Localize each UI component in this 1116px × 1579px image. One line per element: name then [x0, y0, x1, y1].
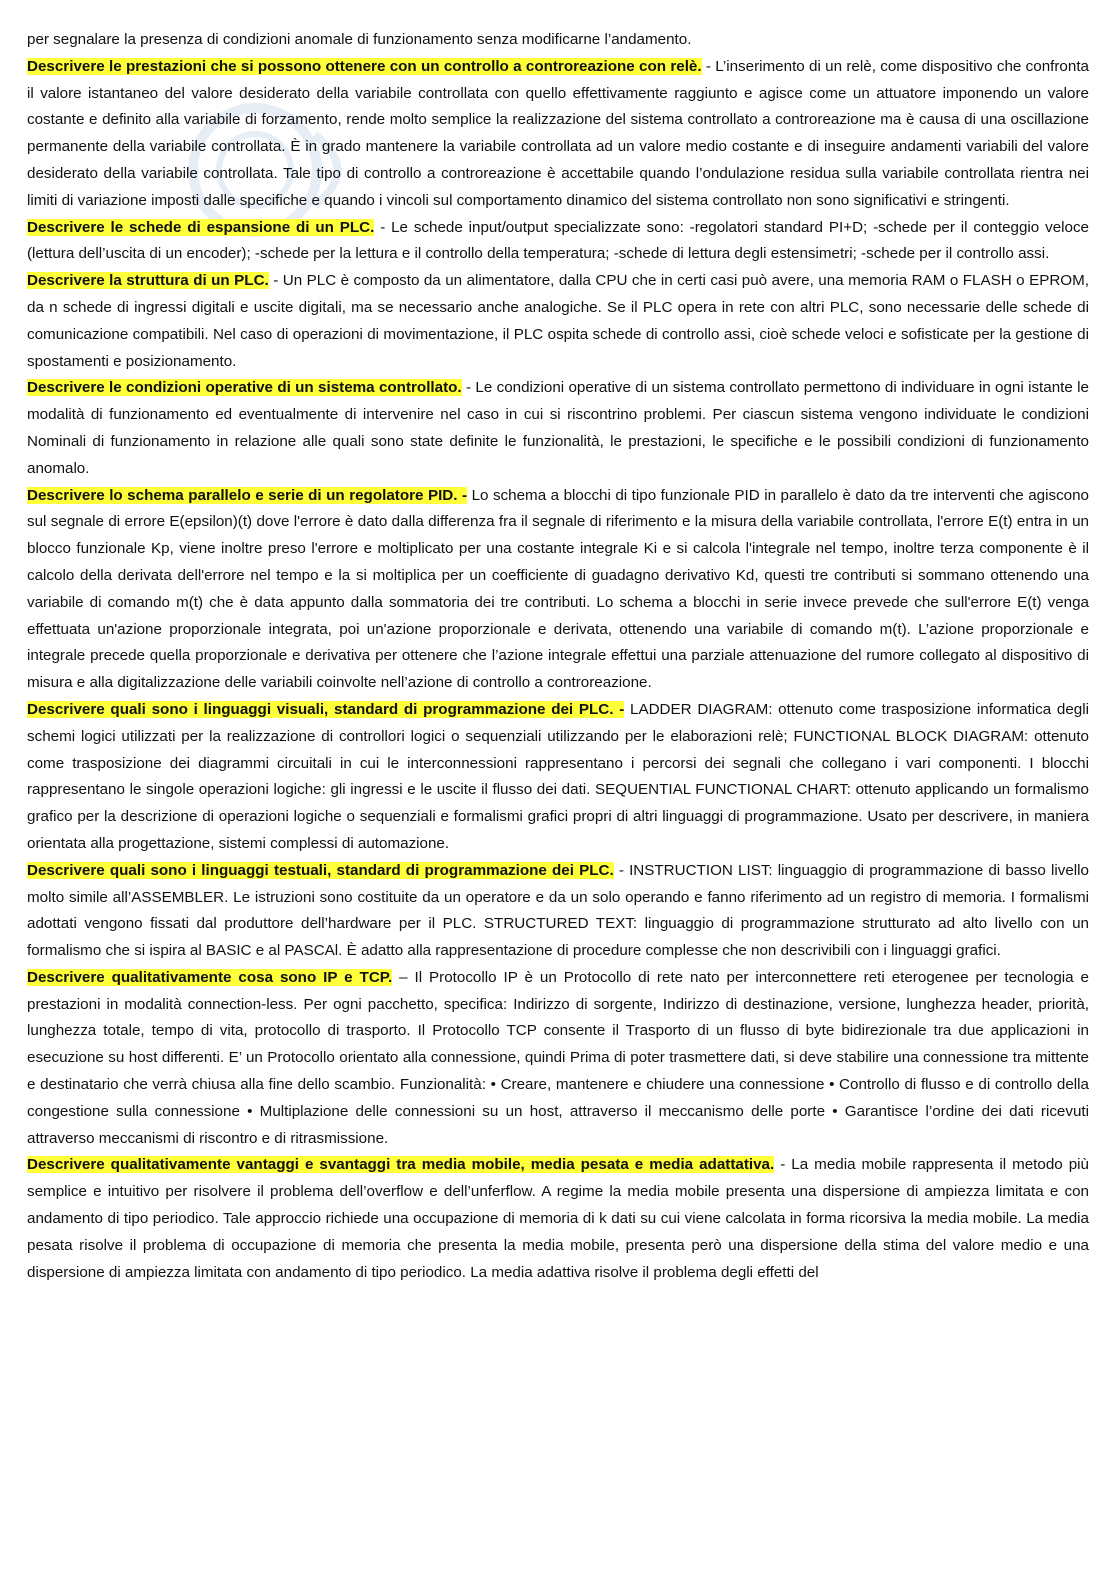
question-heading: Descrivere quali sono i linguaggi visuali, standard di programmazione dei PLC. -: [27, 700, 625, 718]
answer-text: LADDER DIAGRAM: ottenuto come trasposizione informatica degli schemi logici utilizzati per la realizzazione di controllori logici o sequenziali utilizzando per le elaborazioni relè; FUNCTIONAL BLOCK DIAGRAM: ottenuto come trasposizione dei diagrammi circuitali in cui le interconnessioni rappresentano i percorsi dei segnali che collegano i vari componenti. I blocchi rappresentano le singole operazioni logiche: gli ingressi e le uscite il flusso dei dati. SEQUENTIAL FUNCTIONAL CHART: ottenuto applicando un formalismo grafico per la descrizione di operazioni logiche o sequenziali e formalismi grafici propri di altri linguaggi di programmazione. Usato per descrivere, in maniera orientata alla progettazione, sistemi complessi di automazione.: [27, 700, 1089, 852]
document-page: [27, 27, 1089, 1286]
section-plc-expansion-boards: [27, 215, 1089, 269]
question-heading: Descrivere qualitativamente vantaggi e svantaggi tra media mobile, media pesata e media adattativa.: [27, 1156, 775, 1174]
answer-text: - Un PLC è composto da un alimentatore, dalla CPU che in certi casi può avere, una memoria RAM o FLASH o EPROM, da n schede di ingressi digitali e uscite digitali, ma se necessario anche analogiche. Se il PLC opera in rete con altri PLC, sono necessarie delle schede di comunicazione compatibili. Nel caso di operazioni di movimentazione, il PLC ospita schede di controllo assi, cioè schede veloci e sofisticate per la gestione di spostamenti e posizionamento.: [27, 272, 1089, 370]
question-heading: Descrivere qualitativamente cosa sono IP e TCP.: [27, 968, 393, 986]
question-heading: Descrivere le condizioni operative di un sistema controllato.: [27, 379, 462, 397]
section-visual-languages: [27, 697, 1089, 858]
question-heading: Descrivere le prestazioni che si possono ottenere con un controllo a controreazione con relè.: [27, 57, 702, 75]
section-pid-schema: [27, 483, 1089, 697]
answer-text: - Le condizioni operative di un sistema controllato permettono di individuare in ogni istante le modalità di funzionamento ed eventualmente di intervenire nel caso in cui si riscontrino problemi. Per ciascun sistema vengono individuate le condizioni Nominali di funzionamento in relazione alle quali sono state definite le funzionalità, le prestazioni, le specifiche e le possibili condizioni di funzionamento anomalo.: [27, 379, 1089, 477]
answer-text: - Le schede input/output specializzate sono: -regolatori standard PI+D; -schede per il conteggio veloce (lettura dell’uscita di un encoder); -schede per la lettura e il controllo della temperatura; -schede di lettura degli estensimetri; -schede per il controllo assi.: [27, 218, 1089, 263]
question-heading: Descrivere lo schema parallelo e serie di un regolatore PID. -: [27, 486, 468, 504]
section-textual-languages: [27, 858, 1089, 965]
question-heading: Descrivere la struttura di un PLC.: [27, 272, 269, 290]
answer-text: - INSTRUCTION LIST: linguaggio di programmazione di basso livello molto simile all’ASSEMBLER. Le istruzioni sono costituite da un operatore e da un solo operando e fanno riferimento ad un registro di memoria. I formalismi adottati vengono fissati dal produttore dell’hardware per il PLC. STRUCTURED TEXT: linguaggio di programmazione strutturato ad alto livello con un formalismo che si ispira al BASIC e al PASCAl. È adatto alla rappresentazione di procedure complesse che non descrivibili con i linguaggi grafici.: [27, 861, 1089, 960]
question-heading: Descrivere quali sono i linguaggi testuali, standard di programmazione dei PLC.: [27, 861, 614, 879]
section-relay-control: [27, 54, 1089, 215]
answer-text: – Il Protocollo IP è un Protocollo di rete nato per interconnettere reti eterogenee per tecnologia e prestazioni in modalità connection-less. Per ogni pacchetto, specifica: Indirizzo di sorgente, Indirizzo di destinazione, versione, lunghezza header, priorità, lunghezza totale, tempo di vita, protocollo di trasporto. Il Protocollo TCP consente il Trasporto di un flusso di byte bidirezionale tra due applicazioni in esecuzione su host differenti. E’ un Protocollo orientato alla connessione, quindi Prima di poter trasmettere dati, si deve stabilire una connessione tra mittente e destinatario che verrà chiusa alla fine dello scambio. Funzionalità: • Creare, mantenere e chiudere una connessione • Controllo di flusso e di controllo della congestione sulla connessione • Multiplazione delle connessioni su un host, attraverso il meccanismo delle porte • Garantisce l’ordine dei dati ricevuti attraverso meccanismi di riscontro e di ritrasmissione.: [27, 968, 1089, 1147]
section-operating-conditions: [27, 375, 1089, 482]
section-ip-tcp: [27, 965, 1089, 1153]
answer-text: Lo schema a blocchi di tipo funzionale PID in parallelo è dato da tre interventi che agiscono sul segnale di errore E(epsilon)(t) dove l'errore è dato dalla differenza fra il segnale di riferimento e la misura della variabile controllata, l'errore E(t) entra in un blocco funzionale Kp, viene inoltre preso l'errore e moltiplicato per una costante integrale Ki e si calcola l'integrale nel tempo, inoltre terza componente è il calcolo della derivata dell'errore nel tempo e la si moltiplica per un coefficiente di guadagno derivativo Kd, questi tre contributi si sommano ottenendo una variabile di comando m(t) che è data appunto dalla sommatoria dei tre contributi. Lo schema a blocchi in serie invece prevede che sull'errore E(t) venga effettuata un'azione proporzionale integrata, poi un'azione proporzionale e derivata, ottenendo una variabile di comando m(t). L’azione proporzionale e integrale precede quella proporzionale e derivativa per ottenere che l’azione integrale effettui una parziale attenuazione del rumore collegato al dispositivo di misura e alla digitalizzazione delle variabili coinvolte nell’azione di controllo a controreazione.: [27, 486, 1089, 692]
question-heading: Descrivere le schede di espansione di un PLC.: [27, 218, 375, 236]
intro-paragraph: per segnalare la presenza di condizioni anomale di funzionamento senza modificarne l’andamento.: [27, 31, 692, 48]
section-moving-averages: [27, 1152, 1089, 1286]
section-plc-structure: [27, 268, 1089, 375]
answer-text: - L’inserimento di un relè, come dispositivo che confronta il valore istantaneo del valore desiderato della variabile controllata con quello effettivamente raggiunto e agisce come un attuatore imponendo un valore costante e definito alla variabile di forzamento, rende molto semplice la realizzazione del sistema controllato a controreazione ma è causa di una oscillazione permanente della variabile controllata. È in grado mantenere la variabile controllata ad un valore medio costante e di inseguire andamenti variabili del valore desiderato della variabile controllata. Tale tipo di controllo a controreazione è accettabile quando l’ondulazione residua sulla variabile controllata rientra nei limiti di variazione imposti dalle specifiche e quando i vincoli sul comportamento dinamico del sistema controllato non sono significativi e stringenti.: [27, 57, 1089, 209]
answer-text: - La media mobile rappresenta il metodo più semplice e intuitivo per risolvere il problema dell’overflow e dell’unferflow. A regime la media mobile presenta una dispersione di ampiezza limitata e con andamento di tipo periodico. Tale approccio richiede una occupazione di memoria di k dati su cui viene calcolata in forma ricorsiva la media mobile. La media pesata risolve il problema di occupazione di memoria che presenta la media mobile, presenta però una dispersione della stima del valore medio e una dispersione di ampiezza limitata con andamento di tipo periodico. La media adattiva risolve il problema degli effetti del: [27, 1156, 1089, 1281]
